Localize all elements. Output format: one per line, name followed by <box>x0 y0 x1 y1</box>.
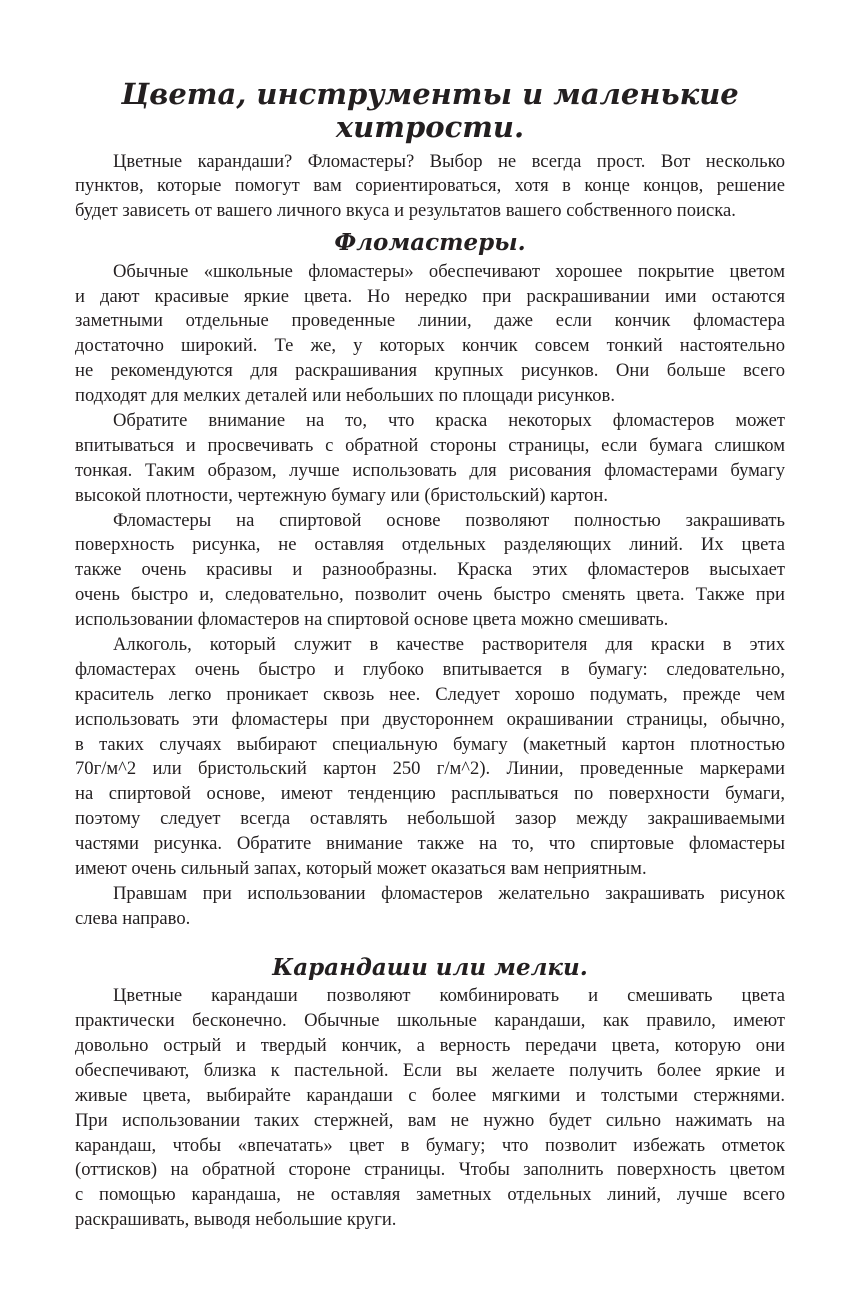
text-line: высокой плотности, чертежную бумагу или (бристольский) картон. <box>75 484 609 506</box>
text-line: фломастерах очень быстро и глубоко впитывается в бумагу: следовательно, <box>75 658 785 680</box>
text-line: на спиртовой основе, имеют тенденцию расплываться по поверхности бумаги, <box>75 783 785 805</box>
text-line: пунктов, которые помогут вам сориентироваться, хотя в конце концов, решение <box>75 175 785 197</box>
text-line: также очень красивы и разнообразны. Краска этих фломастеров высыхает <box>75 559 785 581</box>
text-line: подходят для мелких деталей или небольших по площади рисунков. <box>75 385 615 407</box>
text-line: заметными отдельные проведенные линии, даже если кончик фломастера <box>75 310 785 332</box>
text-line: и дают красивые яркие цвета. Но нередко при раскрашивании ими остаются <box>75 285 785 307</box>
section-heading: Карандаши или мелки. <box>272 953 588 981</box>
paragraph <box>75 984 785 1233</box>
text-line: частями рисунка. Обратите внимание также на то, что спиртовые фломастеры <box>75 833 785 855</box>
page-title <box>75 78 785 144</box>
text-line: очень быстро и, следовательно, позволит очень быстро сменять цвета. Также при <box>75 584 785 606</box>
text-line: будет зависеть от вашего личного вкуса и результатов вашего собственного поиска. <box>75 200 736 222</box>
text-line: впитываться и просвечивать с обратной стороны страницы, если бумага слишком <box>75 434 785 456</box>
text-line: использовать эти фломастеры при двустороннем окрашивании страницы, обычно, <box>75 708 785 730</box>
text-line: раскрашивать, выводя небольшие круги. <box>75 1209 397 1231</box>
text-line: 70г/м^2 или бристольский картон 250 г/м^2). Линии, проведенные маркерами <box>75 758 785 780</box>
paragraph <box>75 409 785 509</box>
title-line: Цвета, инструменты и маленькие <box>121 77 739 111</box>
text-line: Цветные карандаши? Фломастеры? Выбор не всегда прост. Вот несколько <box>113 150 785 172</box>
text-line: имеют очень сильный запах, который может оказаться вам неприятным. <box>75 858 647 880</box>
title-line: хитрости. <box>335 110 525 144</box>
text-line: довольно острый и твердый кончик, а верность передачи цвета, которую они <box>75 1035 785 1056</box>
text-line: с помощью карандаша, не оставляя заметных отдельных линий, лучше всего <box>75 1184 785 1206</box>
text-line: Обратите внимание на то, что краска некоторых фломастеров может <box>113 410 785 432</box>
text-line: достаточно широкий. Те же, у которых кончик совсем тонкий настоятельно <box>75 335 785 357</box>
text-line: Алкоголь, который служит в качестве растворителя для краски в этих <box>113 634 785 656</box>
text-line: слева направо. <box>75 907 191 929</box>
text-line: живые цвета, выбирайте карандаши с более мягкими и толстыми стержнями. <box>75 1084 785 1106</box>
paragraph <box>75 260 785 409</box>
text-line: Правшам при использовании фломастеров желательно закрашивать рисунок <box>113 882 785 904</box>
text-line: обеспечивают, близка к пастельной. Если вы желаете получить более яркие и <box>75 1059 785 1081</box>
text-line: Фломастеры на спиртовой основе позволяют полностью закрашивать <box>113 509 785 531</box>
text-line: (оттисков) на обратной стороне страницы. Чтобы заполнить поверхность цветом <box>75 1159 785 1181</box>
text-line: краситель легко проникает сквозь нее. Следует хорошо подумать, прежде чем <box>75 683 785 705</box>
text-line: поверхность рисунка, не оставляя отдельных разделяющих линий. Их цвета <box>75 534 785 556</box>
text-line: тонкая. Таким образом, лучше использовать для рисования фломастерами бумагу <box>75 459 785 481</box>
text-line: Цветные карандаши позволяют комбинировать и смешивать цвета <box>113 985 785 1007</box>
text-line: карандаш, чтобы «впечатать» цвет в бумагу; что позволит избежать отметок <box>75 1134 785 1156</box>
article-body <box>75 150 785 1234</box>
text-line: практически бесконечно. Обычные школьные карандаши, как правило, имеют <box>75 1010 785 1032</box>
text-line: не рекомендуются для раскрашивания крупных рисунков. Они больше всего <box>75 360 785 382</box>
text-line: Обычные «школьные фломастеры» обеспечивают хорошее покрытие цветом <box>113 260 785 282</box>
document-page <box>75 78 785 1233</box>
paragraph <box>75 150 785 225</box>
paragraph <box>75 882 785 932</box>
paragraph <box>75 509 785 633</box>
text-line: использовании фломастеров на спиртовой основе цвета можно смешивать. <box>75 609 669 631</box>
text-line: в таких случаях выбирают специальную бумагу (макетный картон плотностью <box>75 733 785 755</box>
text-line: При использовании таких стержней, вам не нужно будет сильно нажимать на <box>75 1109 785 1131</box>
paragraph <box>75 633 785 882</box>
text-line: поэтому следует всегда оставлять небольшой зазор между закрашиваемыми <box>75 808 785 830</box>
section-heading: Фломастеры. <box>334 229 526 257</box>
